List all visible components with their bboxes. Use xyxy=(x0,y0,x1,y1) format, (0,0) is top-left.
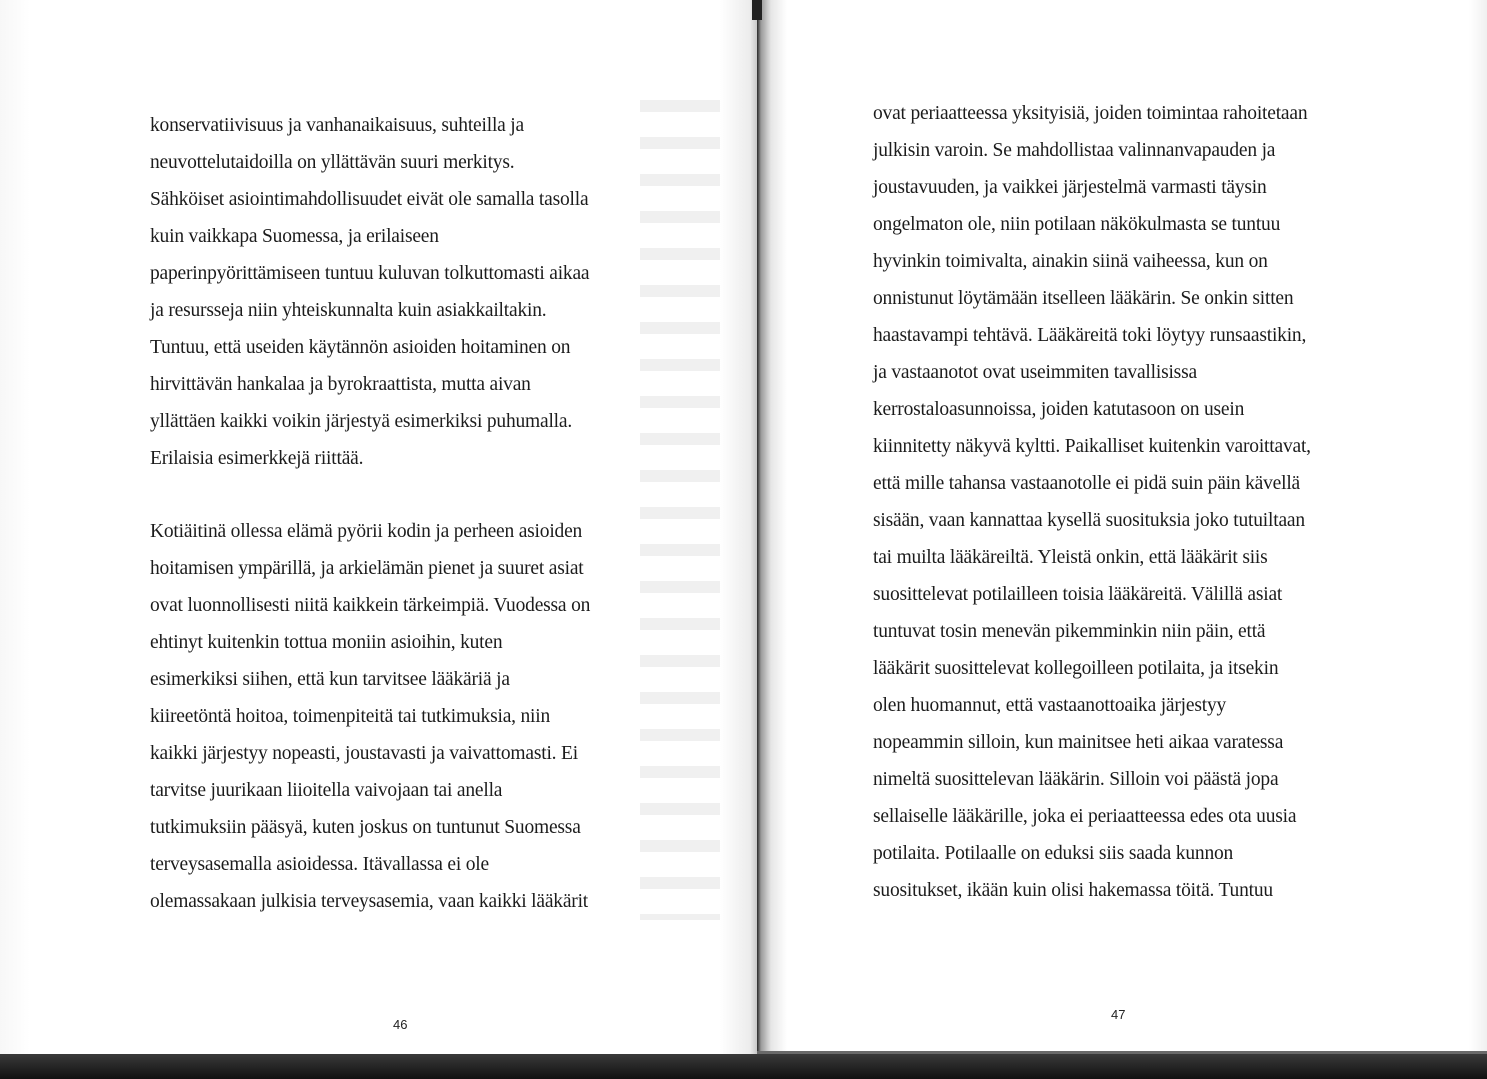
text-line: sisään, vaan kannattaa kysellä suosituksia joko tutuiltaan xyxy=(873,510,1305,531)
paragraph-gap xyxy=(150,477,590,513)
text-line: ja resursseja niin yhteiskunnalta kuin asiakkailtakin. xyxy=(150,300,547,321)
text-line: Tuntuu, että useiden käytännön asioiden hoitaminen on xyxy=(150,337,571,358)
text-line: kiinnitetty näkyvä kyltti. Paikalliset kuitenkin varoittavat, xyxy=(873,436,1311,457)
text-line: ovat periaatteessa yksityisiä, joiden toimintaa rahoitetaan xyxy=(873,103,1308,124)
text-line: kiireetöntä hoitoa, toimenpiteitä tai tutkimuksia, niin xyxy=(150,706,551,727)
text-line: että mille tahansa vastaanotolle ei pidä suin päin kävellä xyxy=(873,473,1300,494)
text-line: hoitamisen ympärillä, ja arkielämän pienet ja suuret asiat xyxy=(150,558,584,579)
text-line: nopeammin silloin, kun mainitsee heti aikaa varatessa xyxy=(873,732,1284,753)
text-line: lääkärit suosittelevat kollegoilleen potilaita, ja itsekin xyxy=(873,658,1279,679)
text-line: kaikki järjestyy nopeasti, joustavasti ja vaivattomasti. Ei xyxy=(150,743,578,764)
right-page-text xyxy=(873,95,1311,909)
text-line: Kotiäitinä ollessa elämä pyörii kodin ja perheen asioiden xyxy=(150,521,583,542)
scan-edge-shadow xyxy=(0,1054,1487,1079)
text-line: potilaita. Potilaalle on eduksi siis saada kunnon xyxy=(873,843,1234,864)
text-line: tai muilta lääkäreiltä. Yleistä onkin, että lääkärit siis xyxy=(873,547,1268,568)
text-line: terveysasemalla asioidessa. Itävallassa ei ole xyxy=(150,854,489,875)
text-line: suositukset, ikään kuin olisi hakemassa töitä. Tuntuu xyxy=(873,880,1273,901)
book-gutter xyxy=(752,0,762,20)
left-page xyxy=(0,0,757,1057)
text-line: tarvitse juurikaan liioitella vaivojaan tai anella xyxy=(150,780,503,801)
text-line: paperinpyörittämiseen tuntuu kuluvan tolkuttomasti aikaa xyxy=(150,263,590,284)
text-line: hyvinkin toimivalta, ainakin siinä vaiheessa, kun on xyxy=(873,251,1268,272)
text-line: julkisin varoin. Se mahdollistaa valinnanvapauden ja xyxy=(873,140,1276,161)
text-line: nimeltä suosittelevan lääkärin. Silloin voi päästä jopa xyxy=(873,769,1279,790)
text-line: neuvottelutaidoilla on yllättävän suuri merkitys. xyxy=(150,152,515,173)
text-line: esimerkiksi siihen, että kun tarvitsee lääkäriä ja xyxy=(150,669,510,690)
text-line: ovat luonnollisesti niitä kaikkein tärkeimpiä. Vuodessa on xyxy=(150,595,591,616)
text-line: kerrostaloasunnoissa, joiden katutasoon on usein xyxy=(873,399,1245,420)
paragraph xyxy=(150,513,590,920)
text-line: olen huomannut, että vastaanottoaika järjestyy xyxy=(873,695,1227,716)
text-line: joustavuuden, ja vaikkei järjestelmä varmasti täysin xyxy=(873,177,1267,198)
show-through-text xyxy=(640,100,720,920)
text-line: tutkimuksiin pääsyä, kuten joskus on tuntunut Suomessa xyxy=(150,817,581,838)
text-line: onnistunut löytämään itselleen lääkärin. Se onkin sitten xyxy=(873,288,1294,309)
paragraph xyxy=(150,107,590,477)
text-line: kuin vaikkapa Suomessa, ja erilaiseen xyxy=(150,226,439,247)
text-line: suosittelevat potilailleen toisia lääkäreitä. Välillä asiat xyxy=(873,584,1283,605)
text-line: tuntuvat tosin menevän pikemminkin niin päin, että xyxy=(873,621,1266,642)
text-line: ja vastaanotot ovat useimmiten tavallisissa xyxy=(873,362,1197,383)
page-number: 47 xyxy=(1111,1007,1126,1022)
page-number: 46 xyxy=(393,1017,408,1032)
left-page-text xyxy=(150,107,590,920)
text-line: haastavampi tehtävä. Lääkäreitä toki löytyy runsaastikin, xyxy=(873,325,1307,346)
text-line: konservatiivisuus ja vanhanaikaisuus, suhteilla ja xyxy=(150,115,524,136)
text-line: yllättäen kaikki voikin järjestyä esimerkiksi puhumalla. xyxy=(150,411,573,432)
text-line: sellaiselle lääkärille, joka ei periaatteessa edes ota uusia xyxy=(873,806,1297,827)
text-line: ehtinyt kuitenkin tottua moniin asioihin, kuten xyxy=(150,632,503,653)
text-line: Erilaisia esimerkkejä riittää. xyxy=(150,448,364,469)
text-line: ongelmaton ole, niin potilaan näkökulmasta se tuntuu xyxy=(873,214,1281,235)
text-line: hirvittävän hankalaa ja byrokraattista, mutta aivan xyxy=(150,374,531,395)
text-line: olemassakaan julkisia terveysasemia, vaan kaikki lääkärit xyxy=(150,891,589,912)
text-line: Sähköiset asiointimahdollisuudet eivät ole samalla tasolla xyxy=(150,189,589,210)
